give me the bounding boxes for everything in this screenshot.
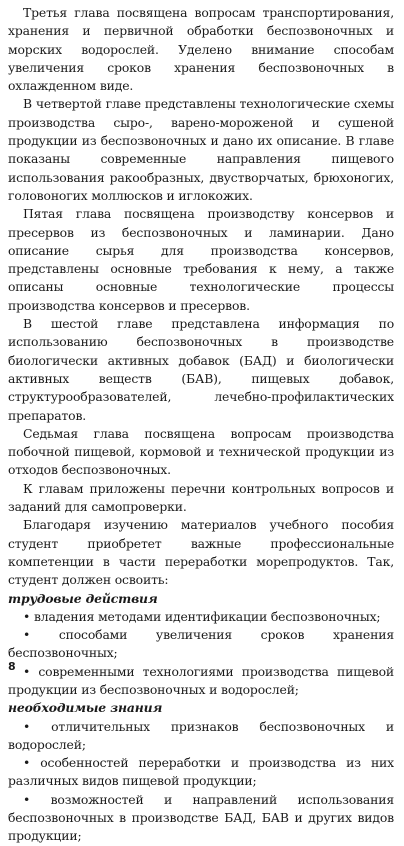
list-item: • способами увеличения сроков хранения беспозвоночных;	[8, 627, 394, 661]
paragraph-chapter-6: В шестой главе представлена информация по использованию беспозвоночных в производстве биологически активных добавок (БАД) и биологически активных веществ (БАВ), пищевых добавок, структурообразователей, лечебно-профилактических препаратов.	[8, 316, 394, 423]
page-number: 8	[8, 660, 16, 673]
list-item: • современными технологиями производства пищевой продукции из беспозвоночных и водорослей;	[8, 663, 394, 697]
list-item: • отличительных признаков беспозвоночных и водорослей;	[8, 718, 394, 752]
required-knowledge-heading: необходимые знания	[8, 700, 163, 716]
list-item: • особенностей переработки и производства из них различных видов пищевой продукции;	[8, 755, 394, 789]
paragraph-chapter-5: Пятая глава посвящена производству консервов и пресервов из беспозвоночных и ламинарии. Дано описание сырья для производства консервов, представлены основные требования к нему, а также описаны основные технологические процессы производства консервов и пресервов.	[8, 206, 394, 313]
body-text	[8, 4, 394, 846]
list-item: • владения методами идентификации беспозвоночных;	[23, 608, 381, 624]
paragraph-chapter-7: Седьмая глава посвящена вопросам производства побочной пищевой, кормовой и технической продукции из отходов беспозвоночных.	[8, 425, 394, 478]
paragraph-chapter-4: В четвертой главе представлены технологические схемы производства сыро-, варено-мороженой и сушеной продукции из беспозвоночных и дано их описание. В главе показаны современные направления пищевого использования ракообразных, двустворчатых, брюхоногих, головоногих моллюсков и иглокожих.	[8, 96, 394, 203]
paragraph-competencies: Благодаря изучению материалов учебного пособия студент приобретет важные профессиональные компетенции в части переработки морепродуктов. Так, студент должен освоить:	[8, 517, 394, 588]
paragraph-appendix: К главам приложены перечни контрольных вопросов и заданий для самопроверки.	[8, 480, 394, 515]
paragraph-chapter-3: Третья глава посвящена вопросам транспортирования, хранения и первичной обработки беспозвоночных и морских водорослей. Уделено внимание способам увеличения сроков хранения беспозвоночных в охлажденном виде.	[8, 5, 394, 94]
list-item: • возможностей и направлений использования беспозвоночных в производстве БАД, БАВ и других видов продукции;	[8, 791, 394, 844]
labor-actions-heading: трудовые действия	[8, 590, 158, 606]
